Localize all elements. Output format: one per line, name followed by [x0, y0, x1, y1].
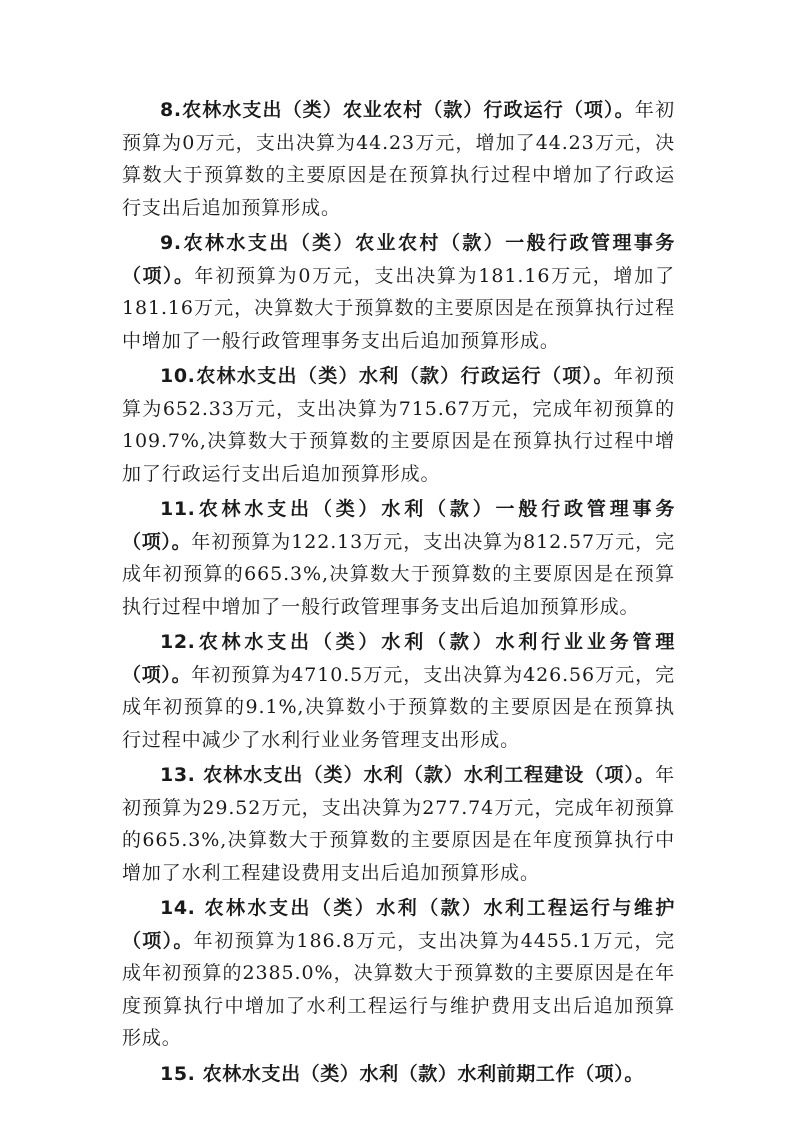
paragraph-body: 年初预算为652.33万元，支出决算为715.67万元，完成年初预算的109.7%,决算数大于预算数的主要原因是在预算执行过程中增加了行政运行支出后追加预算形成。 [122, 365, 676, 485]
paragraph-item-14 [122, 892, 675, 1055]
paragraph-heading: 15. 农林水支出（类）水利（款）水利前期工作（项）。 [160, 1062, 644, 1085]
paragraph-item-11 [122, 493, 675, 623]
paragraph-heading: 11.农林水支出（类）水利（款）一般行政管理事务（项）。 [122, 498, 675, 553]
paragraph-body: 年初预算为4710.5万元，支出决算为426.56万元，完成年初预算的9.1%,决算数小于预算数的主要原因是在预算执行过程中减少了水利行业业务管理支出形成。 [122, 663, 675, 751]
paragraph-body: 年初预算为29.52万元，支出决算为277.74万元，完成年初预算的665.3%,决算数大于预算数的主要原因是在年度预算执行中增加了水利工程建设费用支出后追加预算形成。 [122, 764, 675, 884]
paragraph-heading: 13. 农林水支出（类）水利（款）水利工程建设（项）。 [160, 764, 656, 786]
paragraph-item-9 [122, 227, 675, 357]
paragraph-body: 年初预算为0万元，支出决算为44.23万元，增加了44.23万元，决算数大于预算数的主要原因是在预算执行过程中增加了行政运行支出后追加预算形成。 [122, 99, 675, 219]
paragraph-item-12 [122, 626, 675, 756]
paragraph-body: 年初预算为186.8万元，支出决算为4455.1万元，完成年初预算的2385.0%，决算数大于预算数的主要原因是在年度预算执行中增加了水利工程运行与维护费用支出后追加预算形成。 [122, 929, 676, 1049]
document-page [122, 94, 675, 1093]
paragraph-heading: 14. 农林水支出（类）水利（款）水利工程运行与维护（项）。 [122, 897, 675, 952]
paragraph-item-13 [122, 759, 675, 889]
paragraph-item-10 [122, 360, 675, 490]
paragraph-heading: 12.农林水支出（类）水利（款）水利行业业务管理（项）。 [122, 631, 675, 686]
paragraph-body: 年初预算为122.13万元，支出决算为812.57万元，完成年初预算的665.3%,决算数大于预算数的主要原因是在预算执行过程中增加了一般行政管理事务支出后追加预算形成。 [122, 530, 675, 618]
paragraph-heading: 8.农林水支出（类）农业农村（款）行政运行（项）。 [160, 99, 635, 121]
paragraph-item-15 [122, 1058, 675, 1091]
paragraph-heading: 9.农林水支出（类）农业农村（款）一般行政管理事务（项）。 [122, 232, 675, 287]
paragraph-item-8 [122, 94, 675, 224]
paragraph-heading: 10.农林水支出（类）水利（款）行政运行（项）。 [160, 365, 614, 387]
paragraph-body: 年初预算为0万元，支出决算为181.16万元，增加了181.16万元，决算数大于预算数的主要原因是在预算执行过程中增加了一般行政管理事务支出后追加预算形成。 [122, 264, 675, 352]
